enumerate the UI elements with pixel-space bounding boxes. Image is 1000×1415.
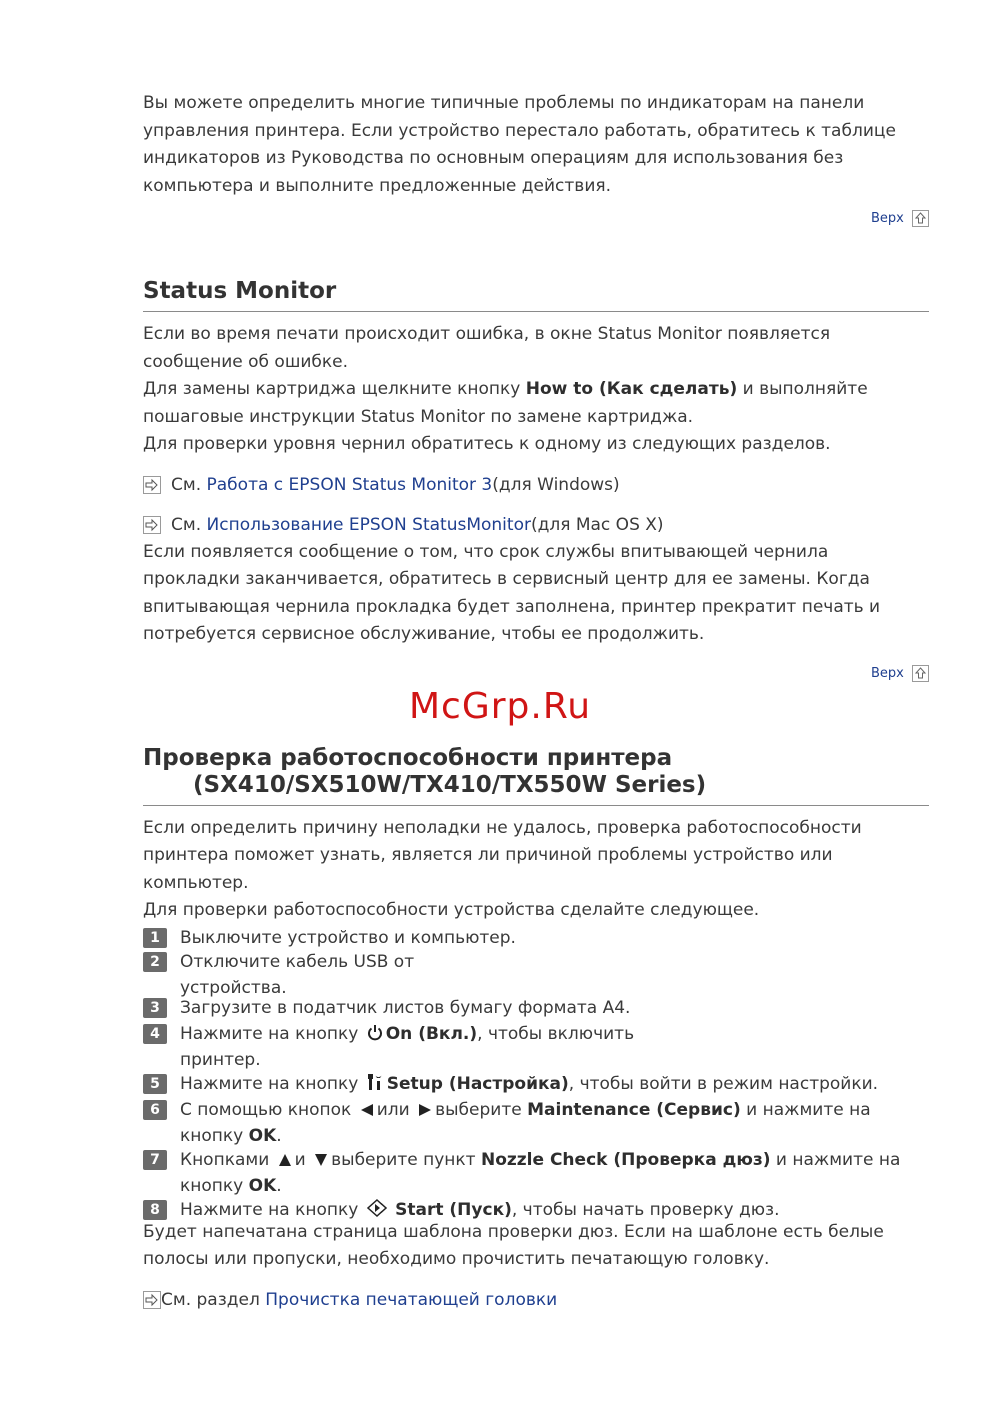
intro-paragraph: Вы можете определить многие типичные проблемы по индикаторам на панели управления принтера. Если устройство перестало работать, обратитесь к таблице индикаторов из Руководства по основным операциям для использования без компьютера и выполните предложенные действия. <box>143 93 896 196</box>
start-diamond-icon <box>367 1199 387 1217</box>
watermark: McGrp.Ru <box>408 686 592 727</box>
step-number: 5 <box>143 1074 167 1094</box>
see-also-icon <box>143 476 161 494</box>
printer-check-p1: Если определить причину неполадки не удалось, проверка работоспособности принтера поможет узнать, является ли причиной проблемы устройство или компьютер. <box>143 817 862 893</box>
printer-check-p2: Для проверки работоспособности устройства сделайте следующее. <box>143 900 760 920</box>
back-to-top-link[interactable]: Верх <box>870 665 904 681</box>
status-monitor-mac-link[interactable]: Использование EPSON StatusMonitor <box>206 514 531 535</box>
back-to-top-link[interactable]: Верх <box>870 211 904 226</box>
reference-head-cleaning: См. раздел Прочистка печатающей головки <box>143 1287 929 1314</box>
reference-windows: См. Работа с EPSON Status Monitor 3 (для Windows) <box>143 472 929 499</box>
arrow-left-icon <box>360 1103 374 1117</box>
step-7: 7 Кнопками и выберите пункт Nozzle Check (Проверка дюз) и нажмите на кнопку OK. <box>143 1147 929 1199</box>
reference-mac: См. Использование EPSON StatusMonitor (для Mac OS X) <box>143 512 929 539</box>
step-number: 1 <box>143 928 167 948</box>
step-3: 3 Загрузите в податчик листов бумагу формата A4. <box>143 995 929 1021</box>
arrow-up-icon <box>278 1153 292 1167</box>
see-also-icon <box>143 516 161 534</box>
back-to-top-2[interactable] <box>143 663 929 685</box>
arrow-up-icon[interactable] <box>912 665 929 682</box>
step-8: 8 Нажмите на кнопку Start (Пуск), чтобы начать проверку дюз. <box>143 1197 929 1223</box>
status-monitor-p3: Для проверки уровня чернил обратитесь к одному из следующих разделов. <box>143 434 831 454</box>
see-also-icon <box>143 1291 161 1309</box>
step-2: 2 Отключите кабель USB от устройства. <box>143 949 929 1001</box>
status-monitor-p2: Для замены картриджа щелкните кнопку How to (Как сделать) и выполняйте пошаговые инструкции Status Monitor по замене картриджа. <box>143 379 868 427</box>
printer-check-heading: Проверка работоспособности принтера (SX410/SX510W/TX410/TX550W Series) <box>143 745 929 806</box>
step-5: 5 Нажмите на кнопку Setup (Настройка), чтобы войти в режим настройки. <box>143 1071 929 1097</box>
power-icon <box>367 1024 383 1041</box>
status-monitor-p4: Если появляется сообщение о том, что срок службы впитывающей чернила прокладки заканчивается, обратитесь в сервисный центр для ее замены. Когда впитывающая чернила прокладка будет заполнена, принтер прекратит печать и потребуется сервисное обслуживание, чтобы ее продолжить. <box>143 541 881 644</box>
printer-check-p3: Будет напечатана страница шаблона проверки дюз. Если на шаблоне есть белые полосы или пропуски, необходимо прочистить печатающую головку. <box>143 1221 884 1269</box>
step-number: 2 <box>143 952 167 972</box>
step-6: 6 С помощью кнопок или выберите Maintenance (Сервис) и нажмите на кнопку OK. <box>143 1097 929 1149</box>
back-to-top-1[interactable] <box>143 208 929 230</box>
step-number: 7 <box>143 1150 167 1170</box>
status-monitor-p1: Если во время печати происходит ошибка, в окне Status Monitor появляется сообщение об ошибке. <box>143 324 831 372</box>
setup-tools-icon <box>367 1073 384 1091</box>
arrow-down-icon <box>314 1153 328 1167</box>
step-number: 8 <box>143 1200 167 1220</box>
steps-list <box>143 925 929 1223</box>
step-number: 3 <box>143 998 167 1018</box>
head-cleaning-link[interactable]: Прочистка печатающей головки <box>265 1289 558 1310</box>
status-monitor-windows-link[interactable]: Работа с EPSON Status Monitor 3 <box>206 474 493 495</box>
step-number: 4 <box>143 1024 167 1044</box>
arrow-right-icon <box>418 1103 432 1117</box>
step-number: 6 <box>143 1100 167 1120</box>
step-4: 4 Нажмите на кнопку On (Вкл.), чтобы включить принтер. <box>143 1021 929 1073</box>
arrow-up-icon[interactable] <box>912 210 929 227</box>
status-monitor-heading: Status Monitor <box>143 278 929 312</box>
step-1: 1 Выключите устройство и компьютер. <box>143 925 929 951</box>
